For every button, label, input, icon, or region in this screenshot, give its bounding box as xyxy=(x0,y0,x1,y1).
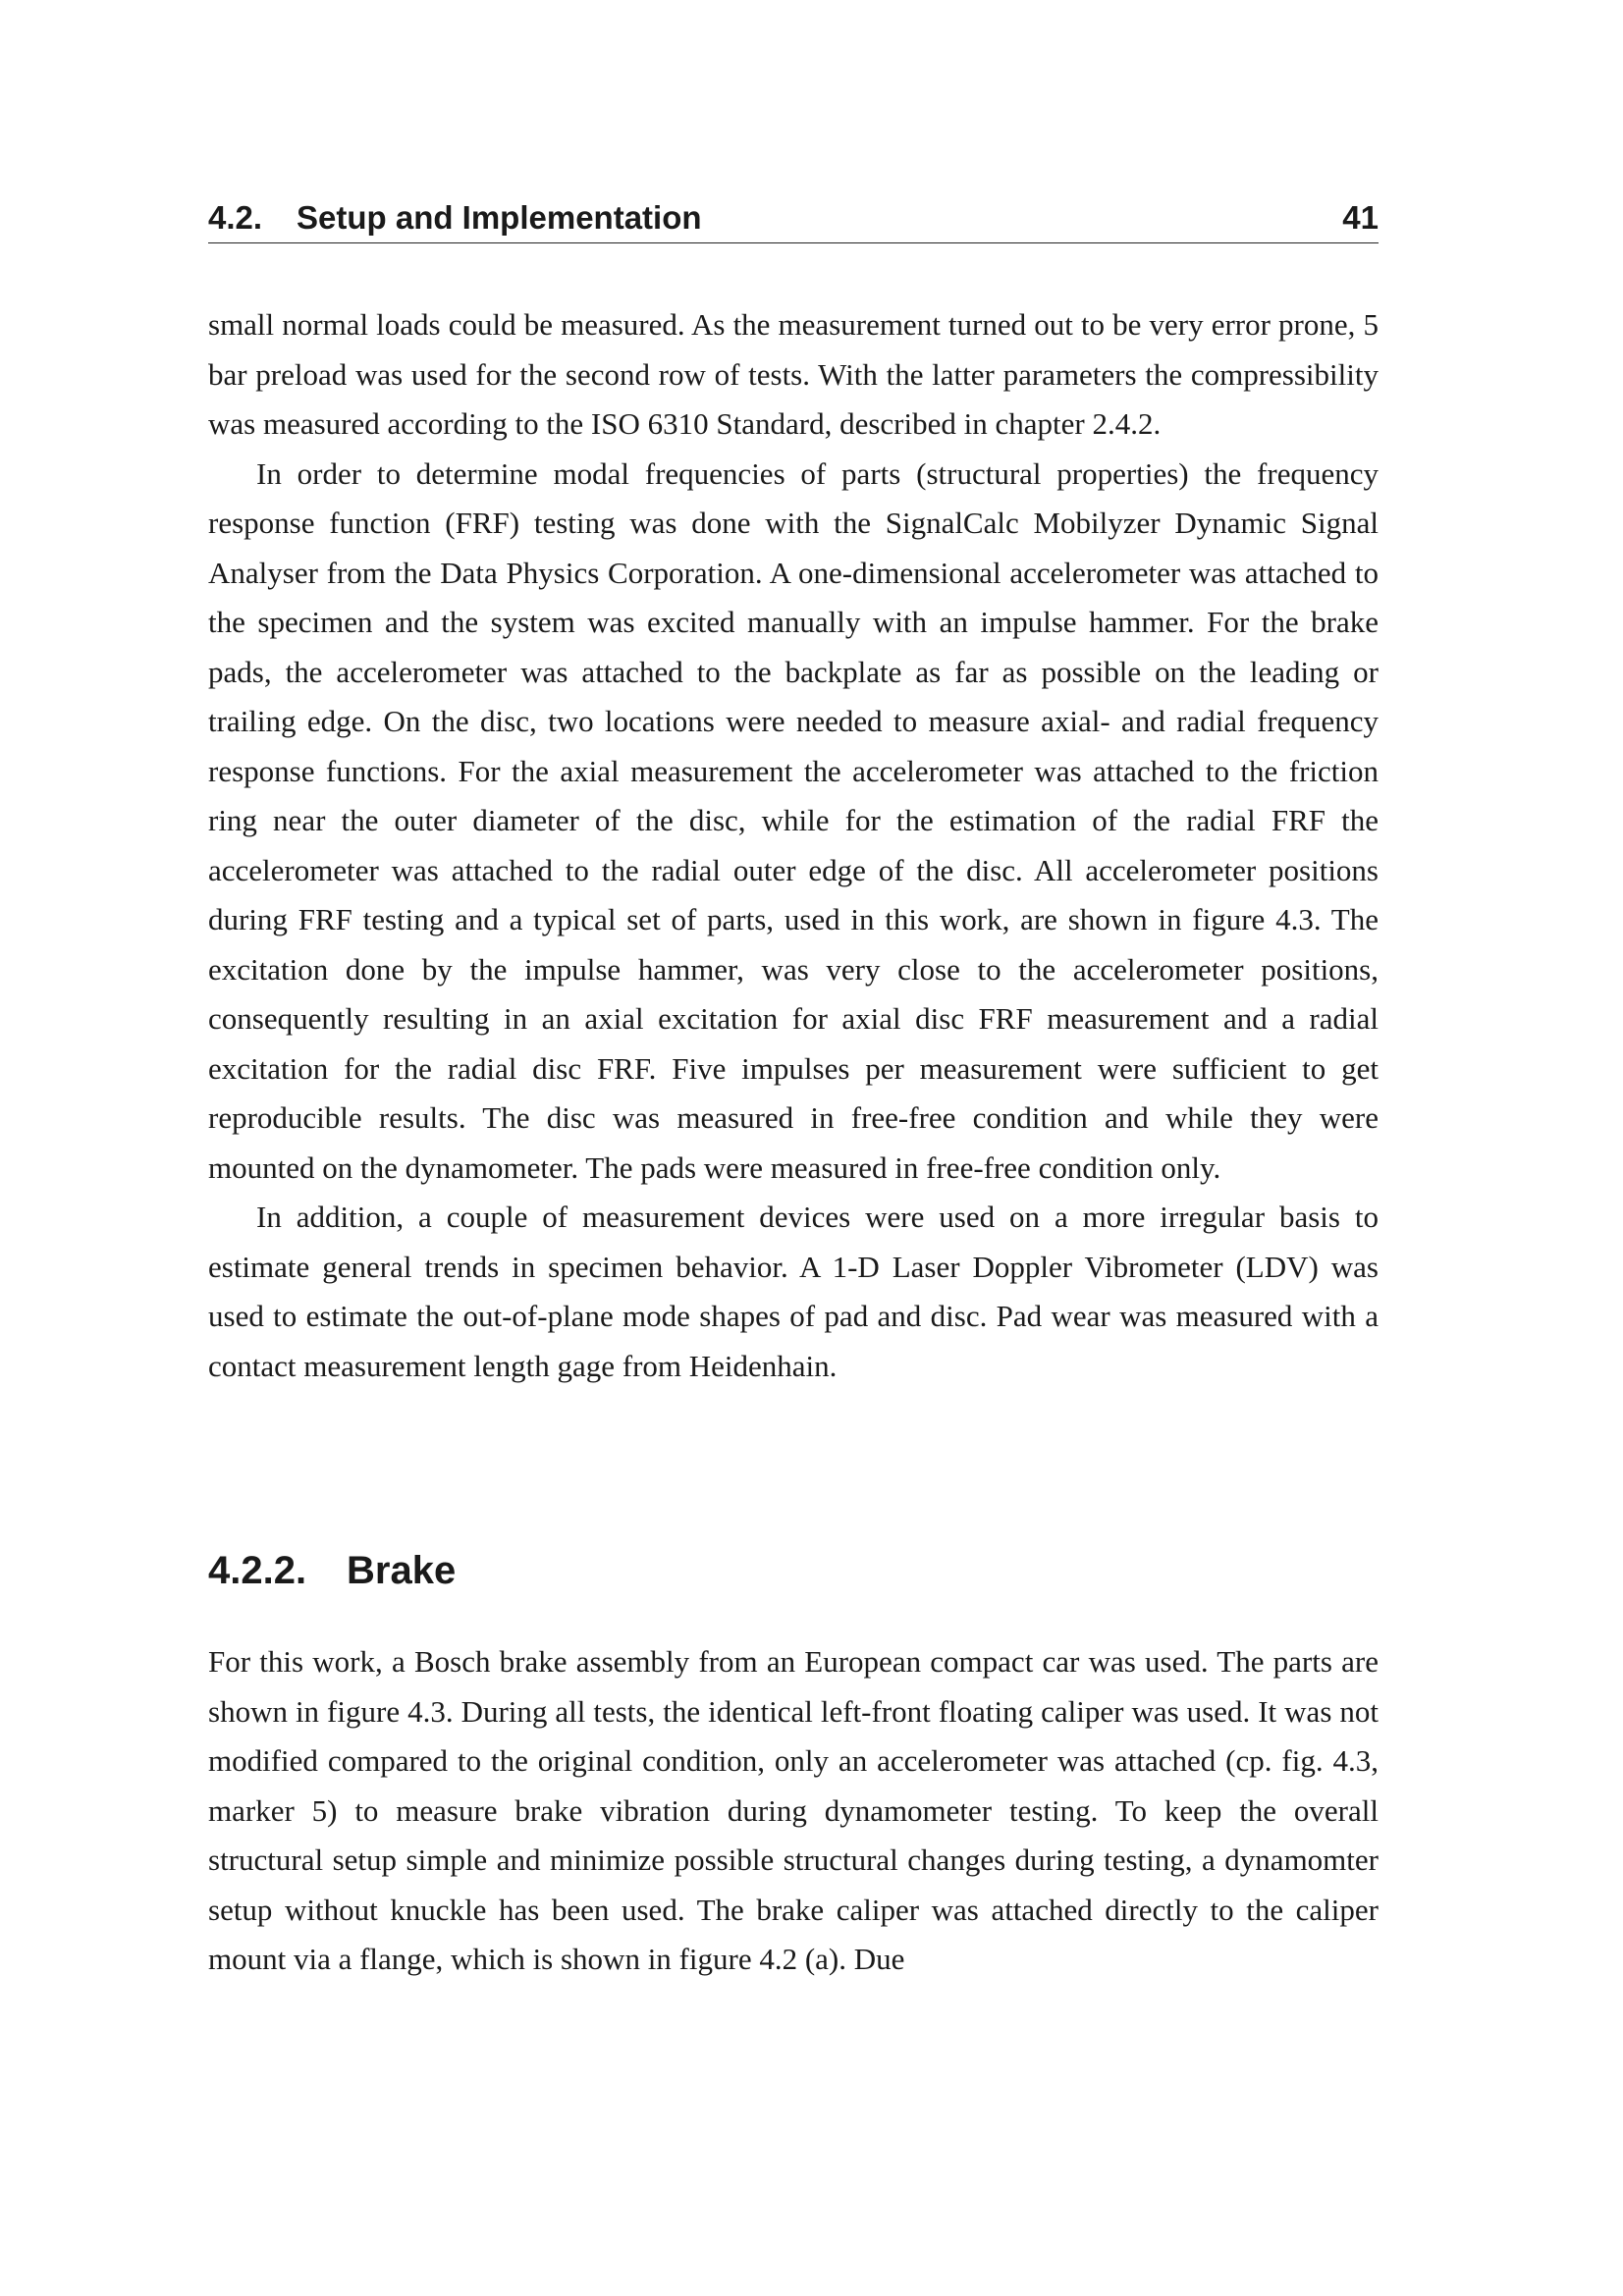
paragraph-frf-testing: In order to determine modal frequencies of parts (structural properties) the frequency response function (FRF) testing was done with the SignalCalc Mobilyzer Dynamic Signal Analyser from the Data Physics Corporation. A one-dimensional accelerometer was attached to the specimen and the system was excited manually with an impulse hammer. For the brake pads, the accelerometer was attached to the backplate as far as possible on the leading or trailing edge. On the disc, two locations were needed to measure axial- and radial frequency response functions. For the axial measurement the accelerometer was attached to the friction ring near the outer diameter of the disc, while for the estimation of the radial FRF the accelerometer was attached to the radial outer edge of the disc. All accelerometer positions during FRF testing and a typical set of parts, used in this work, are shown in figure 4.3. The excitation done by the impulse hammer, was very close to the accelerometer positions, consequently resulting in an axial excitation for axial disc FRF measurement and a radial excitation for the radial disc FRF. Five impulses per measurement were sufficient to get reproducible results. The disc was measured in free-free condition and while they were mounted on the dynamometer. The pads were measured in free-free condition only. xyxy=(208,455,1379,1185)
body-text-bottom xyxy=(208,1637,1379,1985)
paragraph-additional-devices: In addition, a couple of measurement devices were used on a more irregular basis to estimate general trends in specimen behavior. A 1-D Laser Doppler Vibrometer (LDV) was used to estimate the out-of-plane mode shapes of pad and disc. Pad wear was measured with a contact measurement length gage from Heidenhain. xyxy=(208,1200,1379,1383)
header-section-title: Setup and Implementation xyxy=(297,199,702,236)
page-number: 41 xyxy=(1342,199,1379,236)
section-heading-title: Brake xyxy=(347,1549,457,1592)
section-heading-number: 4.2.2. xyxy=(208,1549,307,1592)
header-section-number: 4.2. xyxy=(208,199,263,236)
paragraph-brake: For this work, a Bosch brake assembly from an European compact car was used. The parts are shown in figure 4.3. During all tests, the identical left-front floating caliper was used. It was not modified compared to the original condition, only an accelerometer was attached (cp. fig. 4.3, marker 5) to measure brake vibration during dynamometer testing. To keep the overall structural setup simple and minimize possible structural changes during testing, a dynamomter setup without knuckle has been used. The brake caliper was attached directly to the caliper mount via a flange, which is shown in figure 4.2 (a). Due xyxy=(208,1644,1379,1976)
running-header xyxy=(208,196,1379,243)
section-heading xyxy=(208,1549,456,1593)
paragraph-continued: small normal loads could be measured. As the measurement turned out to be very error prone, 5 bar preload was used for the second row of tests. With the latter parameters the compressibility was measured according to the ISO 6310 Standard, described in chapter 2.4.2. xyxy=(208,307,1379,441)
body-text-top xyxy=(208,300,1379,1391)
